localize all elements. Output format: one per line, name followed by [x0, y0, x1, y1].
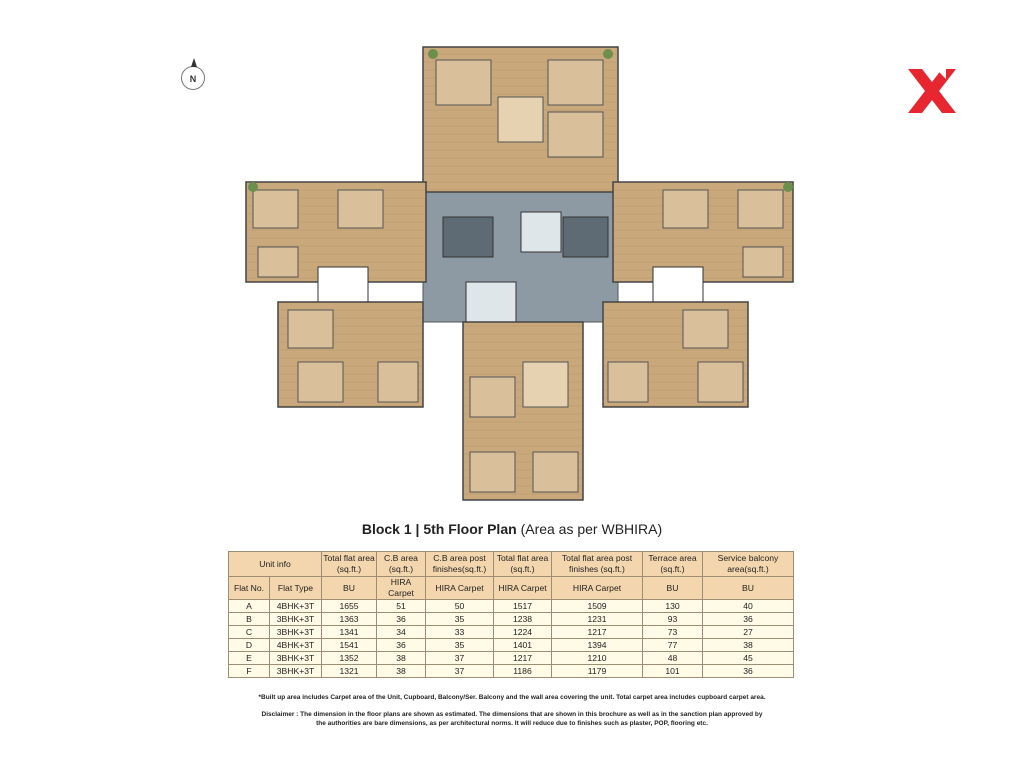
column-subheader: Flat No. [229, 577, 270, 600]
column-header: Total flat area post finishes (sq.ft.) [552, 552, 643, 577]
table-cell: 1655 [322, 600, 377, 613]
column-header: Total flat area (sq.ft.) [322, 552, 377, 577]
table-cell: 1217 [494, 652, 552, 665]
disclaimer-line-1: Disclaimer : The dimension in the floor plans are shown as estimated. The dimensions that are shown in this brochure as well as in the sanction plan approved by [261, 711, 763, 718]
table-cell: 4BHK+3T [270, 639, 322, 652]
room [548, 60, 603, 105]
table-cell: 36 [703, 613, 794, 626]
column-subheader: BU [322, 577, 377, 600]
table-cell: 50 [426, 600, 494, 613]
table-cell: 93 [643, 613, 703, 626]
table-cell: A [229, 600, 270, 613]
table-cell: 101 [643, 665, 703, 678]
table-cell: 1363 [322, 613, 377, 626]
table-cell: 1509 [552, 600, 643, 613]
room [498, 97, 543, 142]
table-cell: 4BHK+3T [270, 600, 322, 613]
area-table [228, 551, 794, 678]
disclaimer-line-2: the authorities are bare dimensions, as per architectural norms. It will reduce due to finishes such as plaster, POP, flooring etc. [316, 720, 708, 727]
staircase [443, 217, 493, 257]
table-row [229, 665, 794, 678]
table-cell: 1224 [494, 626, 552, 639]
column-subheader: HIRA Carpet [426, 577, 494, 600]
table-cell: 1179 [552, 665, 643, 678]
table-cell: 1394 [552, 639, 643, 652]
table-cell: 1238 [494, 613, 552, 626]
table-row [229, 600, 794, 613]
column-subheader: BU [643, 577, 703, 600]
plan-title-sub: (Area as per WBHIRA) [520, 521, 663, 537]
column-subheader: Flat Type [270, 577, 322, 600]
column-subheader: BU [703, 577, 794, 600]
column-subheader: HIRA Carpet [377, 577, 426, 600]
table-cell: 1321 [322, 665, 377, 678]
room [548, 112, 603, 157]
table-cell: D [229, 639, 270, 652]
table-cell: 37 [426, 652, 494, 665]
column-header: C.B area post finishes(sq.ft.) [426, 552, 494, 577]
table-cell: 40 [703, 600, 794, 613]
table-cell: C [229, 626, 270, 639]
column-header: Terrace area (sq.ft.) [643, 552, 703, 577]
column-subheader: HIRA Carpet [494, 577, 552, 600]
table-cell: 1541 [322, 639, 377, 652]
column-subheader: HIRA Carpet [552, 577, 643, 600]
staircase [563, 217, 608, 257]
compass-needle [191, 58, 197, 67]
north-compass-icon [181, 66, 205, 90]
compass-label: N [189, 74, 197, 84]
table-cell: 3BHK+3T [270, 626, 322, 639]
table-cell: 33 [426, 626, 494, 639]
lift-shaft [521, 212, 561, 252]
table-row [229, 639, 794, 652]
column-header: Service balcony area(sq.ft.) [703, 552, 794, 577]
table-cell: B [229, 613, 270, 626]
footnote: *Built up area includes Carpet area of the Unit, Cupboard, Balcony/Ser. Balcony and the wall area covering the unit. Total carpet area includes cupboard carpet area. [258, 694, 766, 701]
table-cell: 51 [377, 600, 426, 613]
plan-title [0, 521, 1024, 537]
table-cell: 1517 [494, 600, 552, 613]
table-cell: 1217 [552, 626, 643, 639]
table-cell: 3BHK+3T [270, 613, 322, 626]
column-header: Total flat area (sq.ft.) [494, 552, 552, 577]
table-cell: E [229, 652, 270, 665]
table-cell: 38 [377, 665, 426, 678]
floor-plan-image [238, 42, 813, 504]
table-cell: 1341 [322, 626, 377, 639]
table-cell: F [229, 665, 270, 678]
table-cell: 27 [703, 626, 794, 639]
table-cell: 77 [643, 639, 703, 652]
table-cell: 36 [703, 665, 794, 678]
table-cell: 3BHK+3T [270, 652, 322, 665]
table-cell: 45 [703, 652, 794, 665]
room [436, 60, 491, 105]
brand-logo [906, 67, 958, 115]
table-cell: 130 [643, 600, 703, 613]
table-row [229, 626, 794, 639]
table-row [229, 652, 794, 665]
table-cell: 36 [377, 639, 426, 652]
table-cell: 1401 [494, 639, 552, 652]
table-cell: 1352 [322, 652, 377, 665]
column-header: C.B area (sq.ft.) [377, 552, 426, 577]
table-cell: 3BHK+3T [270, 665, 322, 678]
unit-info-header: Unit info [229, 552, 322, 577]
table-cell: 38 [377, 652, 426, 665]
table-cell: 34 [377, 626, 426, 639]
table-cell: 73 [643, 626, 703, 639]
table-row [229, 613, 794, 626]
lift-shaft [466, 282, 516, 322]
table-cell: 1186 [494, 665, 552, 678]
table-cell: 38 [703, 639, 794, 652]
table-cell: 35 [426, 639, 494, 652]
table-cell: 37 [426, 665, 494, 678]
table-cell: 1210 [552, 652, 643, 665]
table-cell: 35 [426, 613, 494, 626]
table-cell: 1231 [552, 613, 643, 626]
table-cell: 36 [377, 613, 426, 626]
table-cell: 48 [643, 652, 703, 665]
plan-title-main: Block 1 | 5th Floor Plan [361, 521, 517, 537]
